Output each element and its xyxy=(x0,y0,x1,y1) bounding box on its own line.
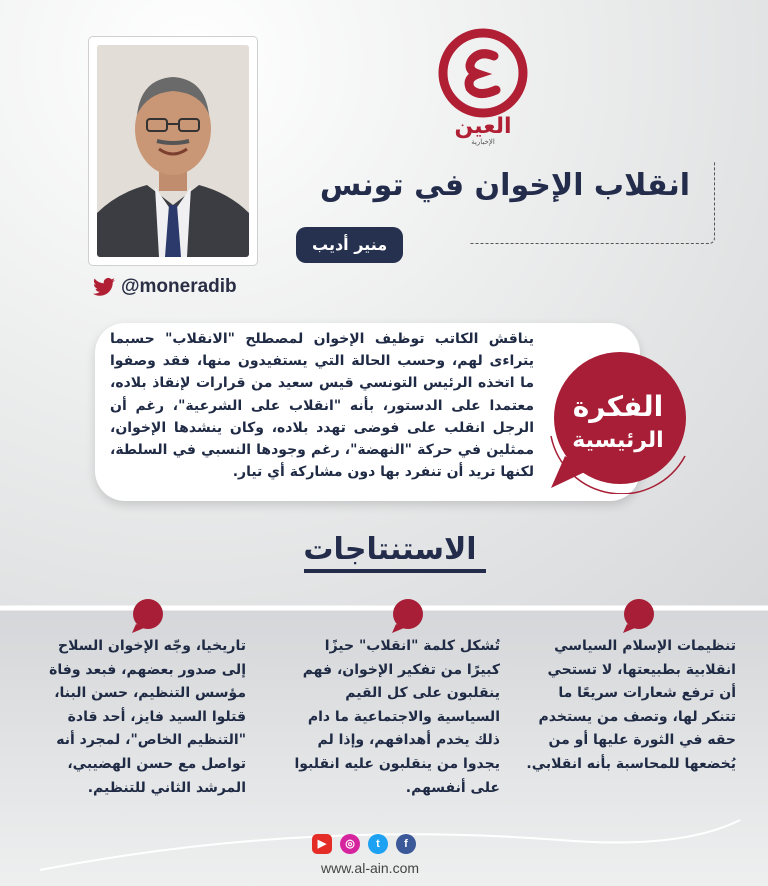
website-link[interactable]: www.al-ain.com xyxy=(320,860,420,876)
main-idea-label-line2: الرئيسية xyxy=(572,428,664,453)
conclusion-item-1: تنظيمات الإسلام السياسي انقلابية بطبيعتها، لا تستحي أن ترفع شعارات سريعًا ما تتنكر لها، وتصف من يستخدم حقه في الثورة عليها أو من يُخضعها للمحاسبة بأنه انقلابي. xyxy=(526,638,736,772)
social-links xyxy=(312,834,416,854)
facebook-icon[interactable]: f xyxy=(396,834,416,854)
al-ain-logo xyxy=(438,28,528,146)
logo-name: العين xyxy=(454,114,512,139)
instagram-icon[interactable]: ◎ xyxy=(340,834,360,854)
conclusion-item-3: تاريخيا، وجّه الإخوان السلاح إلى صدور بعضهم، فبعد وفاة مؤسس التنظيم، حسن البنا، قتلوا السيد فايز، أحد قادة "التنظيم الخاص"، لمجرد أنه تواصل مع حسن الهضيبي، المرشد الثاني للتنظيم. xyxy=(49,638,246,796)
main-idea-label-line1: الفكرة xyxy=(572,390,664,423)
speech-bubble-icon xyxy=(130,598,166,634)
author-photo-frame xyxy=(89,37,257,265)
conclusions-title-underline xyxy=(304,569,486,573)
twitter-icon xyxy=(93,277,115,297)
conclusion-item-2: تُشكل كلمة "انقلاب" حيزًا كبيرًا من تفكير الإخوان، فهم ينقلبون على كل القيم السياسية والاجتماعية ما دام ذلك يخدم أهدافهم، وإذا لم يجدوا من ينقلبون عليه انقلبوا على أنفسهم. xyxy=(294,638,500,796)
conclusions-title: الاستنتاجات xyxy=(303,532,477,567)
author-photo xyxy=(97,45,249,257)
main-idea-text: يناقش الكاتب توظيف الإخوان لمصطلح "الانقلاب" حسبما يتراءى لهم، وحسب الحالة التي يستفيدون منها، فقد وصفوا ما اتخذه الرئيس التونسي قيس سعيد من قرارات لإنقاذ بلاده، معتمدا على الدستور، بأنه "انقلاب على الشرعية"، رغم أن الرجل انقلب على فوضى تهدد بلاده، وكان ينشدها الإخوان، ممثلين في حركة "النهضة"، رغم وجودها النسبي في السلطة، لكنها تريد أن تنفرد بها دون مشاركة أي تيار. xyxy=(110,331,534,481)
page-title: انقلاب الإخوان في تونس xyxy=(319,168,690,203)
twitter-icon[interactable]: t xyxy=(368,834,388,854)
author-name-badge: منير أديب xyxy=(296,227,403,263)
logo-subtitle: الإخبارية xyxy=(471,138,495,146)
twitter-handle-row[interactable] xyxy=(93,276,237,298)
twitter-handle: @moneradib xyxy=(121,276,237,297)
speech-bubble-icon xyxy=(621,598,657,634)
speech-bubble-icon xyxy=(390,598,426,634)
youtube-icon[interactable]: ▶ xyxy=(312,834,332,854)
logo-mark-icon xyxy=(438,28,528,118)
